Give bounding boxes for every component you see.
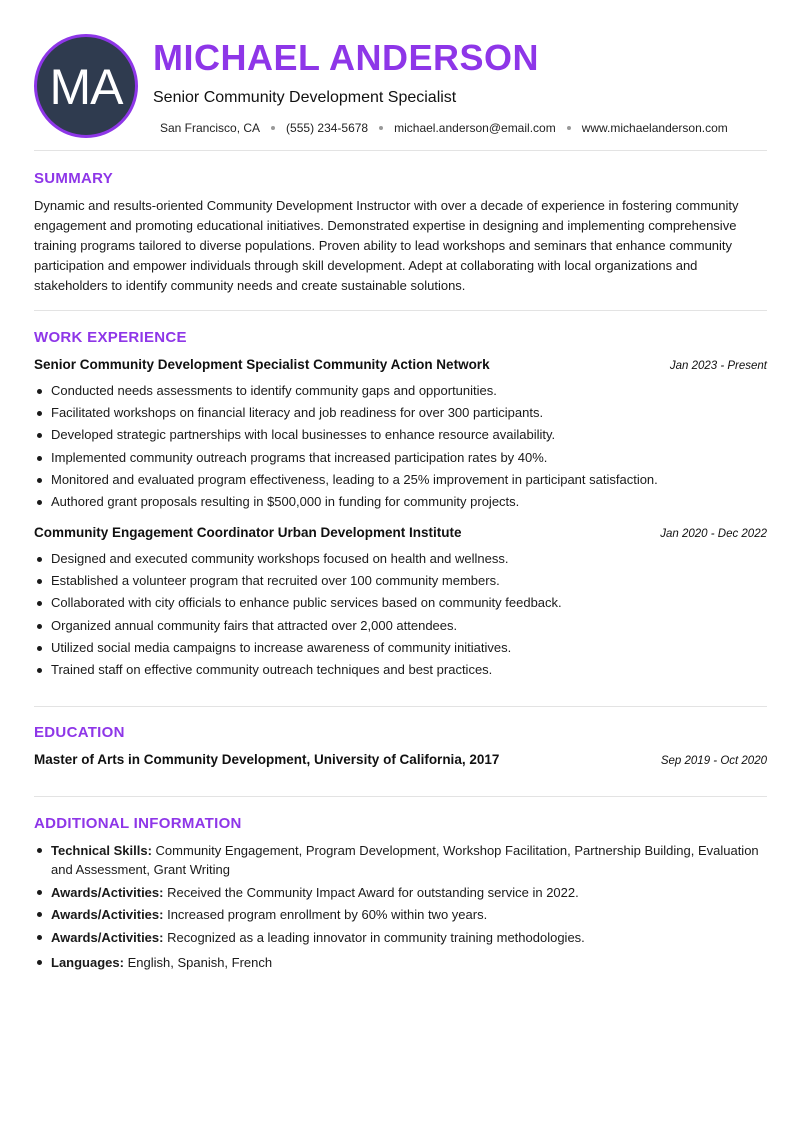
section-divider [34, 706, 767, 707]
job-title-company: Community Engagement Coordinator Urban Development Institute [34, 525, 462, 540]
list-item [34, 883, 767, 902]
list-item: Monitored and evaluated program effectiveness, leading to a 25% improvement in participant satisfaction. [34, 469, 767, 491]
separator-dot-icon [271, 126, 275, 130]
list-item: Established a volunteer program that recruited over 100 community members. [34, 570, 767, 592]
job-dates: Jan 2020 - Dec 2022 [660, 528, 767, 540]
additional-list [34, 841, 767, 975]
degree-line: Master of Arts in Community Development, University of California, 2017 [34, 752, 500, 767]
job-bullets [34, 380, 767, 513]
contact-email[interactable]: michael.anderson@email.com [394, 121, 556, 135]
list-item: Implemented community outreach programs that increased participation rates by 40%. [34, 447, 767, 469]
experience-heading: WORK EXPERIENCE [34, 329, 187, 346]
summary-heading: SUMMARY [34, 170, 114, 187]
list-item [34, 953, 767, 972]
contact-location: San Francisco, CA [160, 121, 261, 135]
info-label: Languages: [51, 954, 124, 970]
list-item: Facilitated workshops on financial literacy and job readiness for over 300 participants. [34, 402, 767, 424]
list-item: Developed strategic partnerships with local businesses to enhance resource availability. [34, 424, 767, 446]
list-item: Trained staff on effective community outreach techniques and best practices. [34, 659, 767, 681]
candidate-title: Senior Community Development Specialist [153, 89, 457, 106]
contact-bar [160, 120, 728, 136]
additional-heading: ADDITIONAL INFORMATION [34, 815, 242, 832]
separator-dot-icon [567, 126, 571, 130]
summary-text: Dynamic and results-oriented Community Development Instructor with over a decade of experience in fostering community engagement and promoting educational initiatives. Demonstrated expertise in designing and implementing comprehensive training programs tailored to diverse populations. Proven ability to lead workshops and seminars that enhance community participation and empower individuals through skill development. Adept at collaborating with local organizations and stakeholders to identify community needs and create sustainable solutions. [34, 198, 739, 294]
info-label: Awards/Activities: [51, 929, 164, 945]
info-label: Awards/Activities: [51, 884, 164, 900]
info-text: Recognized as a leading innovator in community training methodologies. [167, 929, 585, 945]
list-item: Utilized social media campaigns to increase awareness of community initiatives. [34, 637, 767, 659]
list-item [34, 928, 767, 947]
list-item [34, 905, 767, 924]
job-header [34, 357, 767, 372]
job-title-company: Senior Community Development Specialist Community Action Network [34, 357, 490, 372]
list-item [34, 841, 767, 879]
info-label: Technical Skills: [51, 843, 152, 858]
education-entry [34, 752, 767, 767]
list-item: Designed and executed community workshops focused on health and wellness. [34, 548, 767, 570]
job-header [34, 525, 767, 540]
section-divider [34, 150, 767, 151]
list-item: Conducted needs assessments to identify community gaps and opportunities. [34, 380, 767, 402]
info-text: Increased program enrollment by 60% within two years. [167, 907, 488, 922]
section-divider [34, 310, 767, 311]
section-divider [34, 796, 767, 797]
info-text: Community Engagement, Program Development, Workshop Facilitation, Partnership Building, Evaluation and Assessment, Grant Writing [51, 843, 759, 877]
candidate-name: MICHAEL ANDERSON [153, 37, 540, 78]
info-text: English, Spanish, French [127, 954, 273, 970]
info-text: Received the Community Impact Award for outstanding service in 2022. [167, 884, 579, 900]
info-label: Awards/Activities: [51, 907, 164, 922]
contact-website[interactable]: www.michaelanderson.com [581, 121, 728, 135]
job-bullets [34, 548, 767, 681]
list-item: Authored grant proposals resulting in $500,000 in funding for community projects. [34, 491, 767, 513]
contact-phone: (555) 234-5678 [286, 121, 369, 135]
avatar [34, 34, 138, 138]
job-dates: Jan 2023 - Present [669, 360, 767, 372]
list-item: Collaborated with city officials to enhance public services based on community feedback. [34, 592, 767, 614]
separator-dot-icon [379, 126, 383, 130]
education-dates: Sep 2019 - Oct 2020 [660, 755, 767, 767]
education-heading: EDUCATION [34, 724, 125, 741]
list-item: Organized annual community fairs that attracted over 2,000 attendees. [34, 615, 767, 637]
avatar-initials: MA [49, 59, 123, 115]
